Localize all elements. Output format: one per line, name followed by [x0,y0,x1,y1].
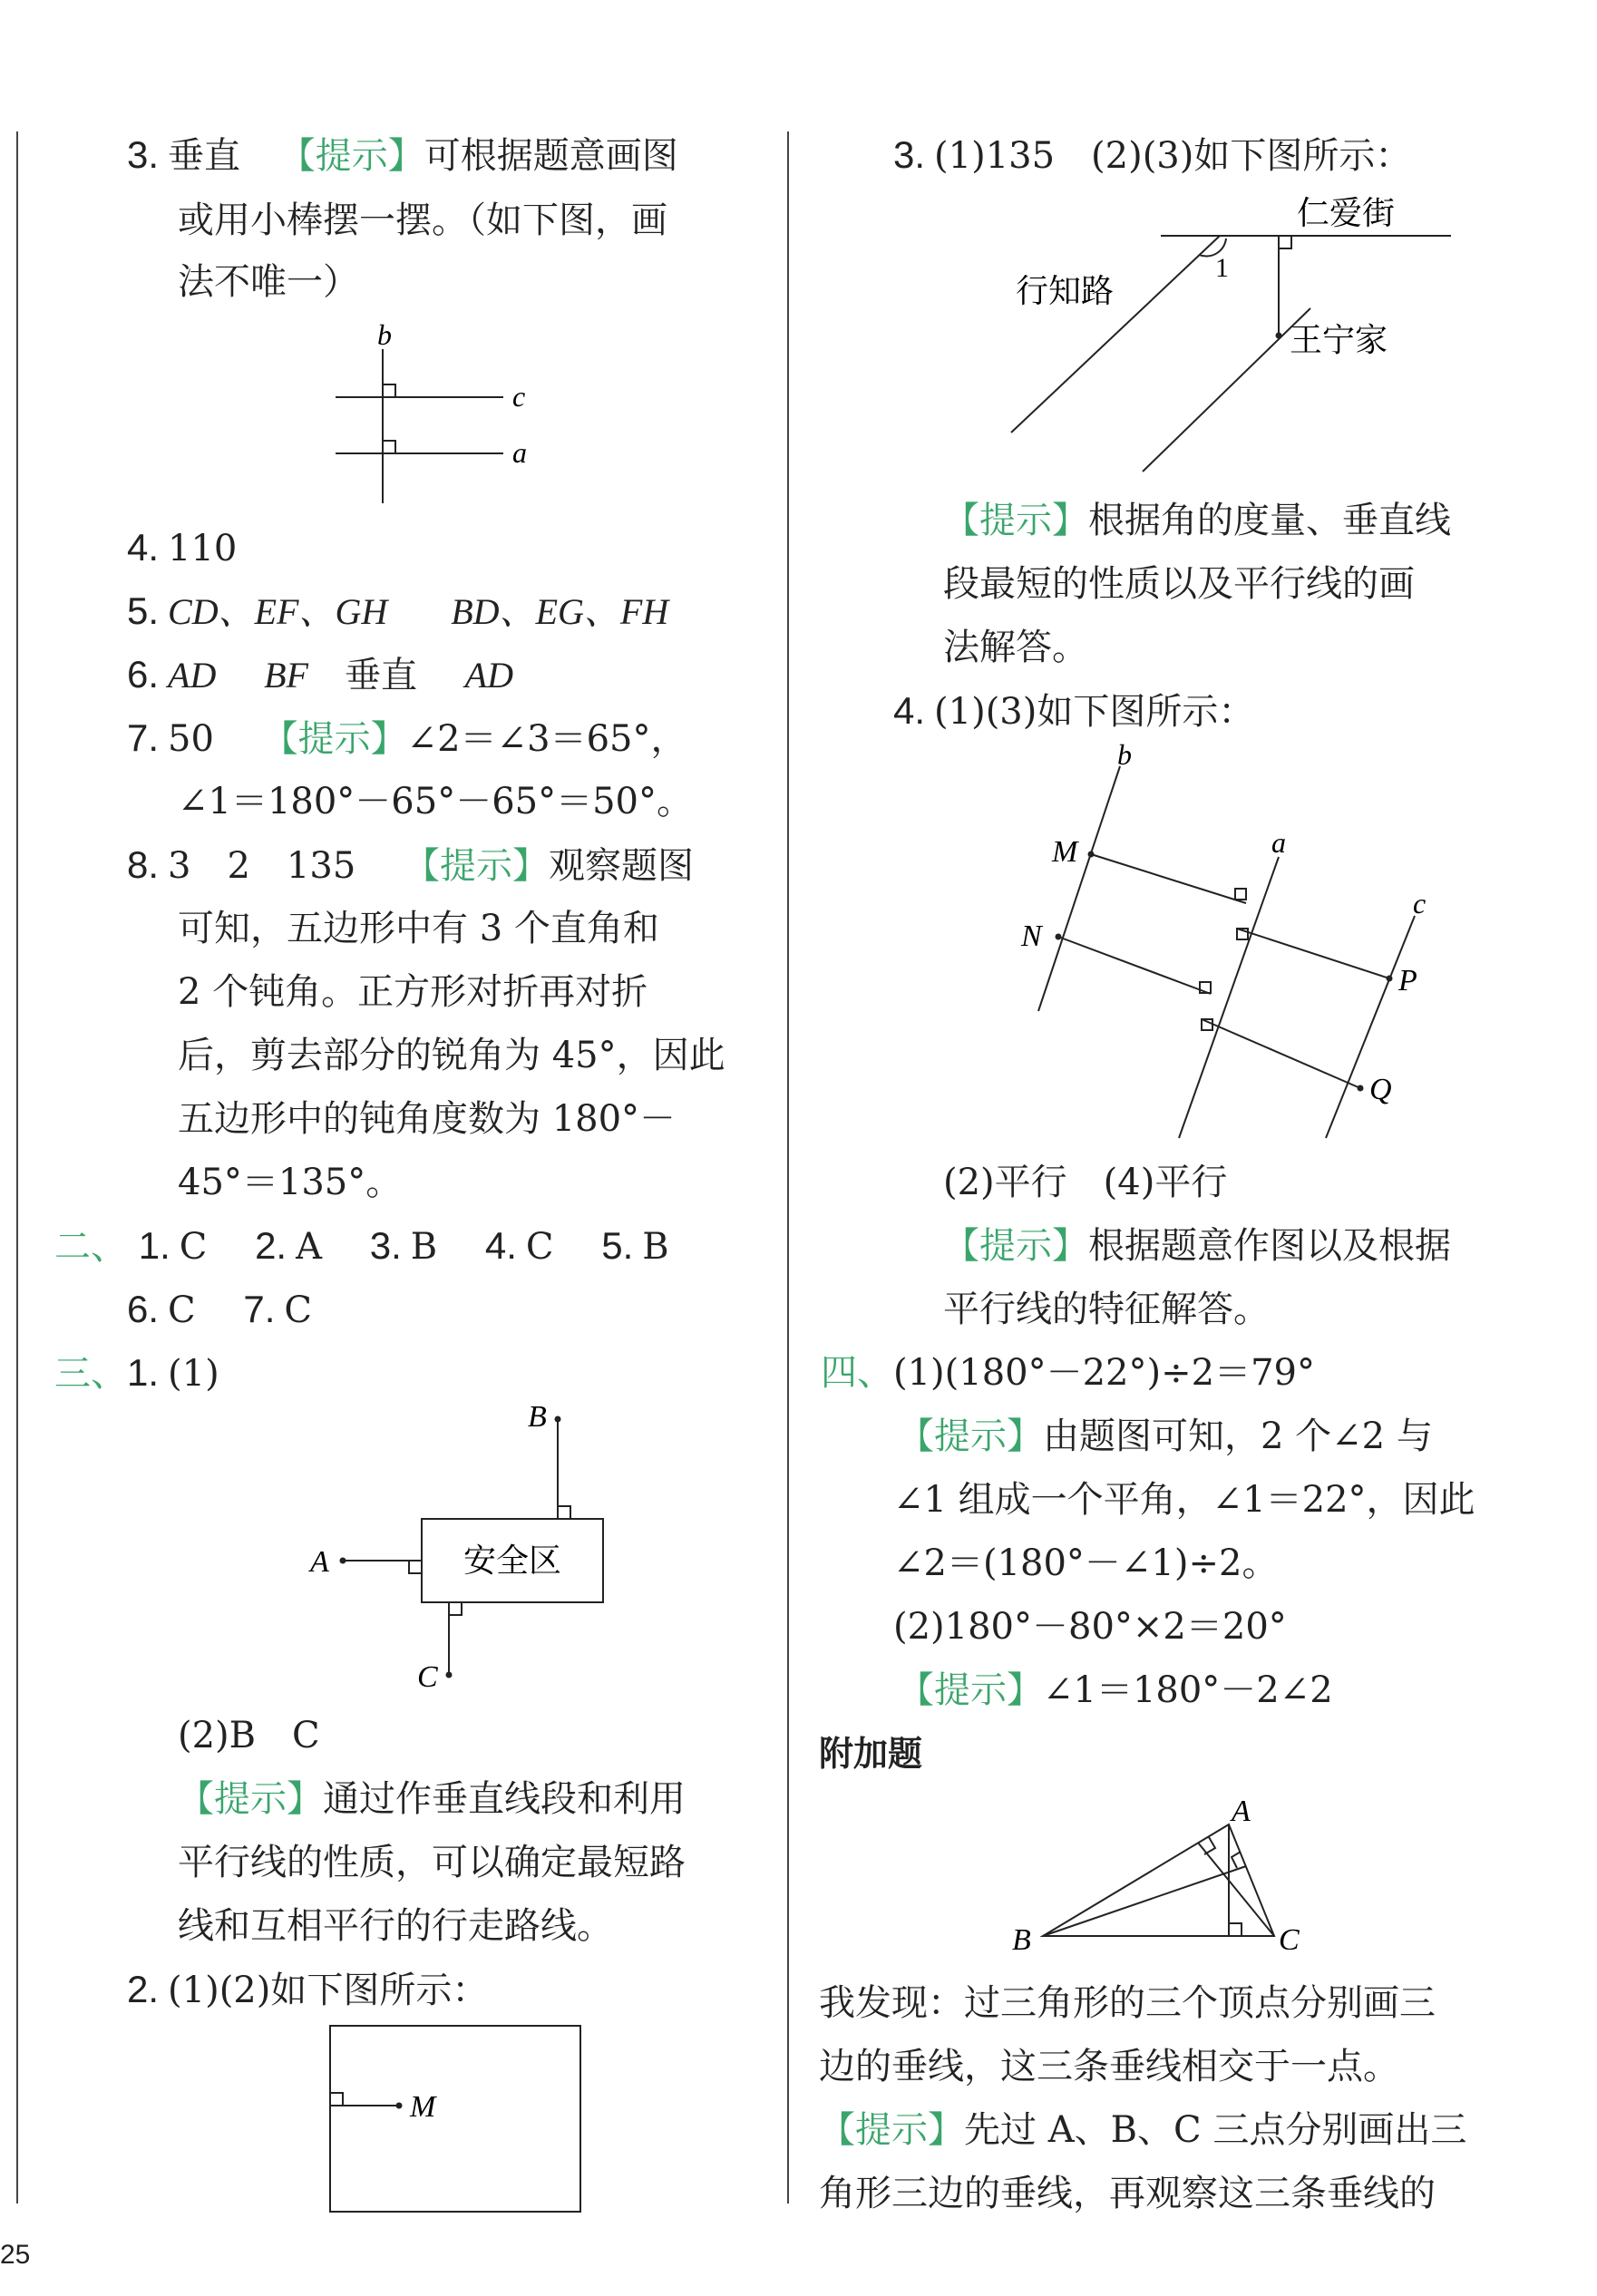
fig4-home-label: 王宁家 [1290,322,1388,358]
r-extra-line1: 我发现：过三角形的三个顶点分别画三 [819,1982,1436,2024]
fig5-label-a: a [1271,826,1286,859]
left-margin-rule [16,131,18,2204]
figure-perpendicular-lines [326,317,544,508]
l-q8-line4: 后，剪去部分的锐角为 45°，因此 [178,1035,725,1076]
fig4-street-label: 仁爱街 [1297,195,1396,231]
l-q3-line3: 法不唯一） [178,261,359,303]
fig5-label-N: N [1021,919,1042,953]
r-q3-hint-line2: 段最短的性质以及平行线的画 [943,563,1415,605]
l-q5: 5. CD、EF、GH BD、EG、FH [127,589,669,632]
fig6-label-A: A [1232,1795,1251,1828]
fig3-label-M: M [410,2090,436,2124]
fig5-label-Q: Q [1369,1073,1392,1106]
l-q3-line1: 3. 垂直 【提示】可根据题意画图 [127,133,678,177]
r-q4-hint-line2: 平行线的特征解答。 [943,1289,1270,1330]
fig1-label-c: c [512,380,526,413]
fig5-label-b: b [1117,739,1132,771]
r-extra-line2: 边的垂线，这三条垂线相交于一点。 [819,2046,1399,2087]
extra-title: 附加题 [819,1734,923,1774]
r-q4-hint-line1: 【提示】根据题意作图以及根据 [943,1225,1451,1267]
l-q8-line3: 2 个钝角。正方形对折再对折 [178,971,648,1013]
l-sec2-line2: 6. C 7. C [127,1288,312,1331]
l-q4: 4. 110 [127,526,238,569]
fig6-label-B: B [1012,1923,1031,1950]
l-q7-line2: ∠1＝180°－65°－65°＝50°。 [178,781,694,822]
figure-parallel-lines [1007,739,1478,1156]
fig1-label-a: a [512,436,527,469]
fig4-road-label: 行知路 [1016,273,1115,309]
l-sec3-hint-line2: 平行线的性质，可以确定最短路 [178,1842,686,1883]
figure-triangle-altitudes [998,1777,1360,1950]
fig2-label-B: B [528,1400,547,1434]
r-sec4-hint1-line1: 【提示】由题图可知，2 个∠2 与 [898,1416,1433,1457]
fig2-box-label: 安全区 [463,1542,562,1579]
figure-rectangle-M [326,2022,599,2222]
l-q7-line1: 7. 50 【提示】∠2＝∠3＝65°， [127,716,687,760]
fig6-label-C: C [1279,1923,1300,1950]
r-q4: 4. (1)(3)如下图所示： [893,689,1255,733]
r-sec4-hint2: 【提示】∠1＝180°－2∠2 [898,1669,1333,1711]
fig1-label-b: b [377,318,392,351]
l-sec3-hint-line1: 【提示】通过作垂直线段和利用 [178,1778,686,1820]
l-q8-line5: 五边形中的钝角度数为 180°－ [178,1098,677,1140]
r-q3-hint-line1: 【提示】根据角的度量、垂直线 [943,500,1451,541]
figure-safe-zone [299,1392,626,1700]
r-sec4-q1: 四、(1)(180°－22°)÷2＝79° [821,1352,1315,1394]
l-sec2-line1: 二、 1. C 2. A 3. B 4. C 5. B [54,1224,669,1268]
figure-street-map [998,186,1505,485]
l-sec3-q2: 2. (1)(2)如下图所示： [127,1968,489,2011]
fig4-angle-label: 1 [1215,253,1229,283]
l-sec3-q1b: (2)B C [178,1715,320,1756]
fig5-label-P: P [1398,964,1417,997]
page-number: 25 [0,2240,31,2270]
r-sec4-hint1-line2: ∠1 组成一个平角，∠1＝22°，因此 [893,1479,1475,1521]
r-q4b: (2)平行 (4)平行 [943,1162,1228,1203]
fig5-label-M: M [1052,835,1078,869]
column-divider [787,131,789,2204]
l-sec3-hint-line3: 线和互相平行的行走路线。 [178,1905,613,1947]
fig2-label-C: C [417,1660,438,1694]
r-extra-hint-line2: 角形三边的垂线，再观察这三条垂线的 [819,2173,1436,2214]
l-q8-line1: 8. 3 2 135 【提示】观察题图 [127,843,694,887]
r-sec4-q2: (2)180°－80°×2＝20° [893,1606,1287,1648]
r-q3-hint-line3: 法解答。 [943,627,1088,668]
l-q8-line2: 可知，五边形中有 3 个直角和 [178,908,659,949]
l-q3-line2: 或用小棒摆一摆。（如下图，画 [178,199,667,241]
fig5-label-c: c [1413,887,1427,919]
r-extra-hint-line1: 【提示】先过 A、B、C 三点分别画出三 [819,2109,1467,2151]
r-sec4-hint1-line3: ∠2＝(180°－∠1)÷2。 [893,1542,1279,1584]
r-q3: 3. (1)135 (2)(3)如下图所示： [893,133,1412,177]
l-q8-line6: 45°＝135°。 [178,1162,403,1203]
l-sec3-q1: 三、1. (1) [54,1351,219,1395]
fig2-label-A: A [310,1545,329,1579]
l-q6: 6. AD BF 垂直 AD [127,653,513,696]
